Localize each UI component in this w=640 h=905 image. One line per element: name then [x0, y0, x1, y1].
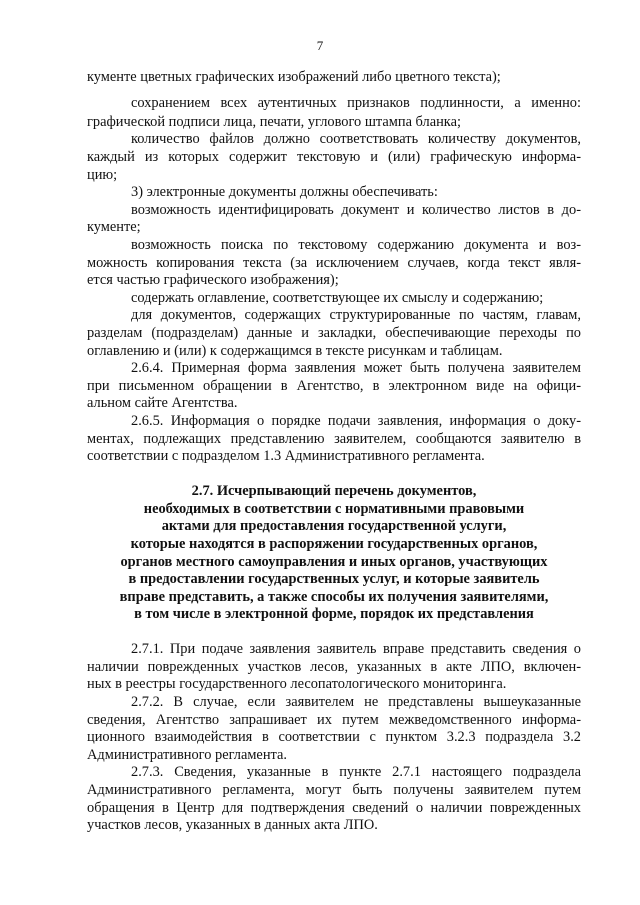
body-line: ционного взаимодействия в соответствии с пунктом 3.2.3 подраздела 3.2 — [87, 729, 581, 745]
body-line: возможность поиска по текстовому содержанию документа и воз- — [131, 237, 581, 253]
body-line: графической подписи лица, печати, углового штампа бланка; — [87, 114, 461, 130]
section-heading-line: необходимых в соответствии с нормативными правовыми — [143, 501, 525, 517]
body-line: можность копирования текста (за исключением случаев, когда текст явля- — [87, 255, 581, 271]
body-line: кументе цветных графических изображений либо цветного текста); — [87, 69, 501, 85]
body-line: обращения в Центр для подтверждения сведений о наличии поврежденных — [87, 800, 581, 816]
section-heading-line: вправе представить, а также способы их получения заявителями, — [119, 589, 549, 605]
body-line: Административного регламента. — [87, 747, 287, 763]
body-line: разделам (подразделам) данные и закладки, обеспечивающие переходы по — [87, 325, 581, 341]
body-line: каждый из которых содержит текстовую и (или) графическую информа- — [87, 149, 581, 165]
body-line: 3) электронные документы должны обеспечивать: — [131, 184, 438, 200]
body-line: ных в реестры государственного лесопатологического мониторинга. — [87, 676, 507, 692]
body-line: количество файлов должно соответствовать количеству документов, — [131, 131, 581, 147]
body-line: ментах, подлежащих представлению заявителем, сообщаются заявителю в — [87, 431, 581, 447]
body-line: для документов, содержащих структурированные по частям, главам, — [131, 307, 581, 323]
body-line: сведения, Агентство запрашивает их путем межведомственного информа- — [87, 712, 581, 728]
body-line: ется частью графического изображения); — [87, 272, 339, 288]
body-line: наличии поврежденных участков лесов, указанных в акте ЛПО, включен- — [87, 659, 581, 675]
body-line: 2.7.1. При подаче заявления заявитель вправе представить сведения о — [131, 641, 581, 657]
body-line: Административного регламента, могут быть получены заявителем путем — [87, 782, 581, 798]
section-heading-line: в предоставлении государственных услуг, и которые заявитель — [128, 571, 540, 587]
body-line: 2.6.5. Информация о порядке подачи заявления, информация о доку- — [131, 413, 581, 429]
page-number: 7 — [316, 38, 324, 53]
section-heading-line: в том числе в электронной форме, порядок их представления — [134, 606, 534, 622]
body-line: сохранением всех аутентичных признаков подлинности, а именно: — [131, 95, 581, 111]
section-heading-line: 2.7. Исчерпывающий перечень документов, — [191, 483, 477, 499]
body-line: 2.7.3. Сведения, указанные в пункте 2.7.1 настоящего подраздела — [131, 764, 581, 780]
body-line: возможность идентифицировать документ и количество листов в до- — [131, 202, 581, 218]
body-line: цию; — [87, 167, 118, 183]
body-line: альном сайте Агентства. — [87, 395, 238, 411]
section-heading-line: которые находятся в распоряжении государственных органов, — [130, 536, 538, 552]
body-line: 2.6.4. Примерная форма заявления может быть получена заявителем — [131, 360, 581, 376]
body-line: кументе; — [87, 219, 141, 235]
section-heading-line: актами для предоставления государственной услуги, — [161, 518, 507, 534]
body-line: при письменном обращении в Агентство, в электронном виде на офици- — [87, 378, 581, 394]
section-heading-line: органов местного самоуправления и иных органов, участвующих — [120, 554, 548, 570]
body-line: 2.7.2. В случае, если заявителем не представлены вышеуказанные — [131, 694, 581, 710]
body-line: оглавлению и (или) к содержащимся в тексте рисункам и таблицам. — [87, 343, 503, 359]
body-line: содержать оглавление, соответствующее их смыслу и содержанию; — [131, 290, 544, 306]
body-line: соответствии с подразделом 1.3 Административного регламента. — [87, 448, 485, 464]
body-line: участков лесов, указанных в данных акта ЛПО. — [87, 817, 378, 833]
